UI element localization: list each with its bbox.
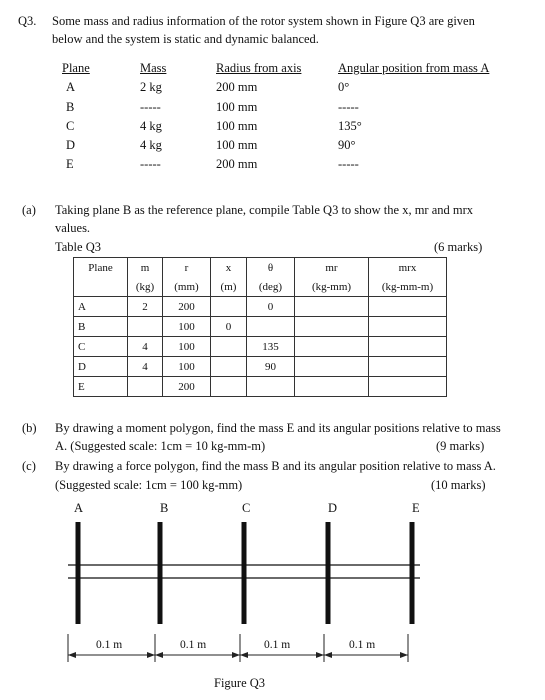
table-cell: A (74, 297, 128, 317)
data-cell: ----- (140, 157, 161, 171)
table-cell: 200 (163, 377, 211, 397)
table-header-unit: (mm) (163, 277, 211, 297)
figure-plane-label-a: A (74, 501, 84, 515)
part-a-line2: values. (55, 221, 91, 235)
table-header: x (211, 258, 247, 278)
data-cell: A (66, 80, 76, 94)
spacing-label-cd: 0.1 m (264, 639, 291, 651)
part-c-line1: By drawing a force polygon, find the mass B and its angular position relative to mass A. (55, 459, 496, 473)
table-cell: 100 (163, 357, 211, 377)
part-c-line2: (Suggested scale: 1cm = 100 kg-mm) (55, 478, 243, 492)
table-cell: 135 (247, 337, 295, 357)
arrowhead (400, 652, 408, 658)
table-cell: 0 (211, 317, 247, 337)
part-a-marks: (6 marks) (434, 240, 483, 254)
table-header: mr (295, 258, 369, 278)
table-header-unit: (m) (211, 277, 247, 297)
arrowhead (147, 652, 155, 658)
data-cell: 135° (338, 119, 362, 133)
data-cell: C (66, 119, 75, 133)
plane-disc-a (76, 522, 81, 624)
data-header-angle: Angular position from mass A (338, 61, 490, 75)
data-cell: 4 kg (140, 119, 162, 133)
data-cell: 2 kg (140, 80, 162, 94)
question-number: Q3. (18, 14, 37, 28)
arrowhead (324, 652, 332, 658)
table-cell: E (74, 377, 128, 397)
part-b-label: (b) (22, 421, 37, 435)
table-header: mrx (369, 258, 447, 278)
table-cell: 0 (247, 297, 295, 317)
table-cell: 2 (128, 297, 163, 317)
table-header: θ (247, 258, 295, 278)
part-a-label: (a) (22, 203, 36, 217)
table-header-unit: (kg-mm) (295, 277, 369, 297)
part-c-label: (c) (22, 459, 36, 473)
table-q3-title: Table Q3 (55, 240, 101, 254)
spacing-label-de: 0.1 m (349, 639, 376, 651)
data-cell: B (66, 100, 75, 114)
plane-disc-b (158, 522, 163, 624)
plane-disc-e (410, 522, 415, 624)
table-header-unit: (deg) (247, 277, 295, 297)
table-header-unit: (kg-mm-m) (369, 277, 447, 297)
part-b-line2: A. (Suggested scale: 1cm = 10 kg-mm-m) (55, 439, 266, 453)
part-a-line1: Taking plane B as the reference plane, compile Table Q3 to show the x, mr and mrx (55, 203, 474, 217)
question-intro-line1: Some mass and radius information of the rotor system shown in Figure Q3 are given (52, 14, 475, 28)
table-header: Plane (74, 258, 128, 278)
table-cell: B (74, 317, 128, 337)
arrowhead (155, 652, 163, 658)
table-cell: 100 (163, 317, 211, 337)
data-cell: 200 mm (216, 157, 258, 171)
data-header-radius: Radius from axis (216, 61, 302, 75)
data-cell: D (66, 138, 76, 152)
data-cell: ----- (140, 100, 161, 114)
data-cell: 100 mm (216, 100, 258, 114)
data-cell: 200 mm (216, 80, 258, 94)
table-cell: 90 (247, 357, 295, 377)
part-b-marks: (9 marks) (436, 439, 485, 453)
plane-disc-c (242, 522, 247, 624)
table-header: m (128, 258, 163, 278)
data-cell: 100 mm (216, 119, 258, 133)
arrowhead (68, 652, 76, 658)
figure-plane-label-c: C (242, 501, 251, 515)
figure-plane-label-d: D (328, 501, 338, 515)
data-cell: 90° (338, 138, 356, 152)
table-header-unit: (kg) (128, 277, 163, 297)
spacing-label-bc: 0.1 m (180, 639, 207, 651)
part-b-line1: By drawing a moment polygon, find the mass E and its angular positions relative to mass (55, 421, 501, 435)
part-c-marks: (10 marks) (431, 478, 486, 492)
table-cell: 4 (128, 357, 163, 377)
data-header-mass: Mass (140, 61, 167, 75)
table-cell: 100 (163, 337, 211, 357)
data-cell: 0° (338, 80, 350, 94)
arrowhead (240, 652, 248, 658)
figure-caption: Figure Q3 (214, 676, 266, 690)
figure-plane-label-b: B (160, 501, 169, 515)
table-cell: 200 (163, 297, 211, 317)
table-header: r (163, 258, 211, 278)
data-cell: ----- (338, 157, 359, 171)
table-cell: C (74, 337, 128, 357)
arrowhead (232, 652, 240, 658)
data-cell: ----- (338, 100, 359, 114)
question-intro-line2: below and the system is static and dynamic balanced. (52, 32, 319, 46)
arrowhead (316, 652, 324, 658)
spacing-label-ab: 0.1 m (96, 639, 123, 651)
table-cell: 4 (128, 337, 163, 357)
data-cell: 100 mm (216, 138, 258, 152)
plane-disc-d (326, 522, 331, 624)
data-header-plane: Plane (62, 61, 90, 75)
table-cell: D (74, 357, 128, 377)
data-cell: E (66, 157, 74, 171)
data-cell: 4 kg (140, 138, 162, 152)
figure-plane-label-e: E (412, 501, 420, 515)
